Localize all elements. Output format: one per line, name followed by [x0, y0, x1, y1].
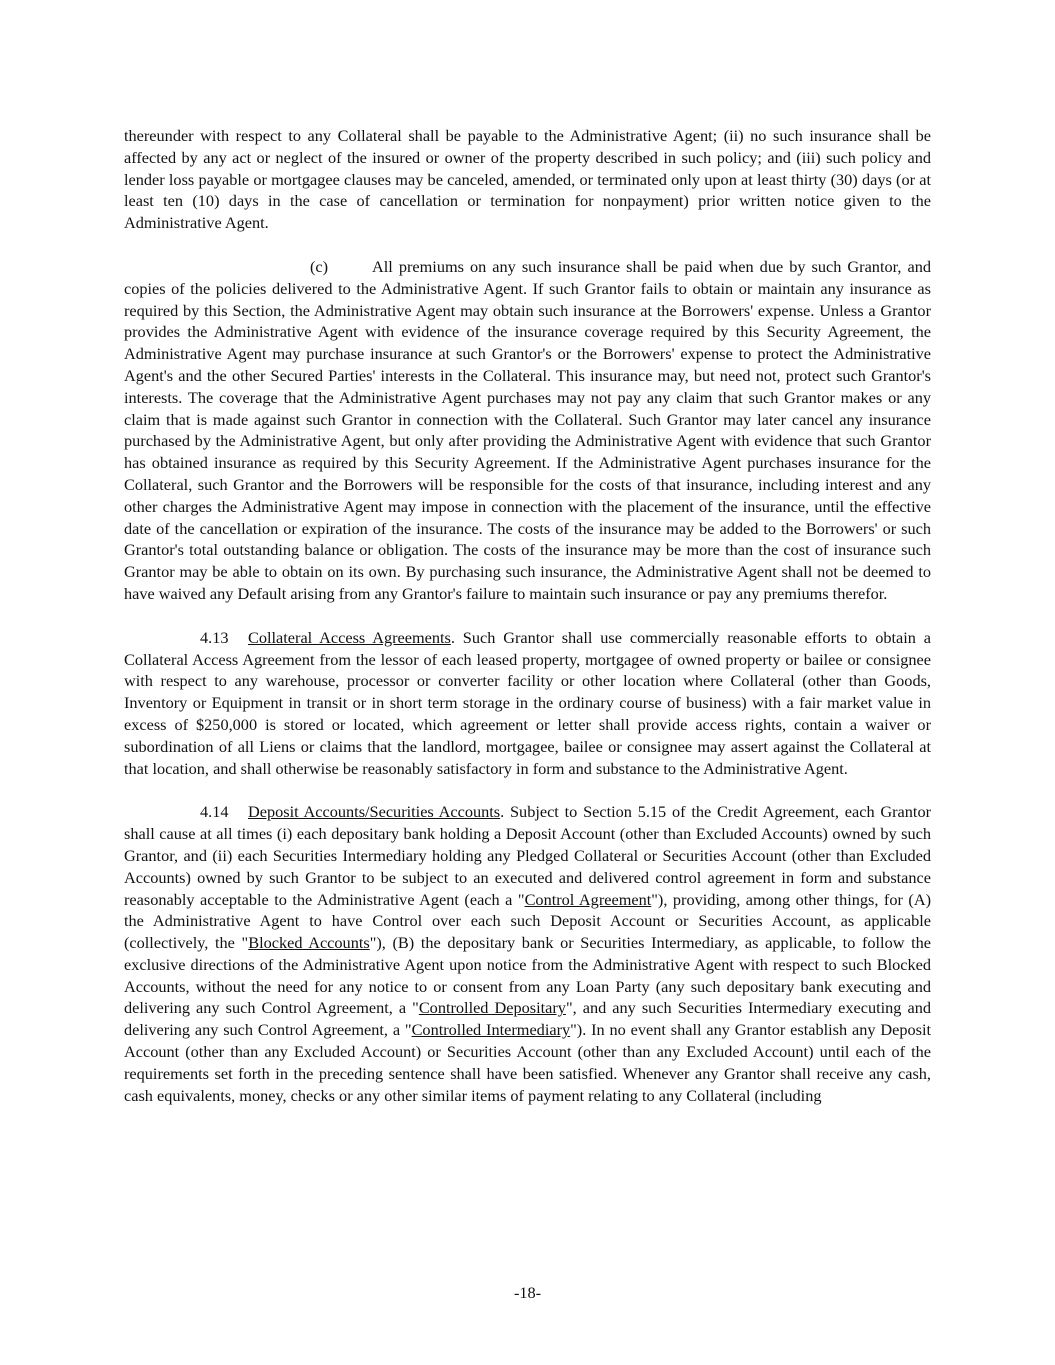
paragraph-gap: [124, 234, 931, 256]
page-number: -18-: [513, 1283, 542, 1302]
paragraph-c-premiums: [124, 256, 931, 605]
paragraph-text: All premiums on any such insurance shall be paid when due by such Grantor, and copies of the policies delivered to the Administrative Agent. If such Grantor fails to obtain or maintain any insurance as required by this Section, the Administrative Agent may obtain such insurance at the Borrowers' expense. Unless a Grantor provides the Administrative Agent with evidence of the insurance coverage required by this Security Agreement, the Administrative Agent may purchase insurance at such Grantor's or the Borrowers' expense to protect the Administrative Agent's and the other Secured Parties' interests in the Collateral. This insurance may, but need not, protect such Grantor's interests. The coverage that the Administrative Agent purchases may not pay any claim that such Grantor makes or any claim that is made against such Grantor in connection with the Collateral. Such Grantor may later cancel any insurance purchased by the Administrative Agent, but only after providing the Administrative Agent with evidence that such Grantor has obtained insurance as required by this Security Agreement. If the Administrative Agent purchases insurance for the Collateral, such Grantor and the Borrowers will be responsible for the costs of that insurance, including interest and any other charges the Administrative Agent may impose in connection with the placement of the insurance, until the effective date of the cancellation or expiration of the insurance. The costs of the insurance may be added to the Borrowers' or such Grantor's total outstanding balance or obligation. The costs of the insurance may be more than the cost of insurance such Grantor may be able to obtain on its own. By purchasing such insurance, the Administrative Agent shall not be deemed to have waived any Default arising from any Grantor's failure to maintain such insurance or pay any premiums therefor.: [124, 256, 931, 603]
section-4-13: [124, 627, 931, 780]
section-number: 4.14: [200, 802, 229, 822]
subsection-label: (c): [310, 256, 329, 276]
paragraph-text: ", and any such Securities Intermediary executing and delivering any such Control Agreement, a ": [124, 998, 931, 1040]
paragraph-gap: [124, 779, 931, 801]
paragraph-text: "). In no event shall any Grantor establish any Deposit Account (other than any Excluded Account) or Securities Account (other than any Excluded Account) until each of the requirements set forth in the preceding sentence shall have been satisfied. Whenever any Grantor shall receive any cash, cash equivalents, money, checks or any other similar items of payment relating to any Collateral (including: [124, 1020, 932, 1105]
defined-term-blocked-accounts: Blocked Accounts: [248, 933, 370, 953]
paragraph-text: . Such Grantor shall use commercially reasonable efforts to obtain a Collateral Access Agreement from the lessor of each leased property, mortgagee of owned property or bailee or consignee with respect to any warehouse, processor or converter facility or other location where Collateral (other than Goods, Inventory or Equipment in transit or in short term storage in the ordinary course of business) with a fair market value in excess of $250,000 is stored or located, which agreement or letter shall provide access rights, contain a waiver or subordination of all Liens or claims that the landlord, mortgagee, bailee or consignee may assert against the Collateral at that location, and shall otherwise be reasonably satisfactory in form and substance to the Administrative Agent.: [124, 627, 931, 778]
section-heading: Collateral Access Agreements: [248, 627, 451, 647]
section-number: 4.13: [200, 627, 229, 647]
paragraph-text: "), (B) the depositary bank or Securities Intermediary, as applicable, to follow the exclusive directions of the Administrative Agent upon notice from the Administrative Agent with respect to such Blocked Accounts, without the need for any notice to or consent from any Loan Party (any such depositary bank executing and delivering any such Control Agreement, a ": [124, 933, 932, 1018]
defined-term-control-agreement: Control Agreement: [524, 889, 652, 909]
section-4-14: [124, 801, 931, 1106]
paragraph-text: thereunder with respect to any Collateral shall be payable to the Administrative Agent; (ii) no such insurance shall be affected by any act or neglect of the insured or owner of the property described in such policy; and (iii) such policy and lender loss payable or mortgagee clauses may be canceled, amended, or terminated only upon at least thirty (30) days (or at least ten (10) days in the case of cancellation or termination for nonpayment) prior written notice given to the Administrative Agent.: [124, 126, 931, 233]
paragraph-text: "), providing, among other things, for (A) the Administrative Agent to have Control over each such Deposit Account or Securities Account, as applicable (collectively, the ": [124, 889, 932, 953]
section-heading: Deposit Accounts/Securities Accounts: [248, 802, 501, 822]
document-page: [124, 125, 931, 1106]
defined-term-controlled-depositary: Controlled Depositary: [418, 998, 566, 1018]
paragraph-text: . Subject to Section 5.15 of the Credit Agreement, each Grantor shall cause at all times (i) each depositary bank holding a Deposit Account (other than Excluded Accounts) owned by such Grantor, and (ii) each Securities Intermediary holding any Pledged Collateral or Securities Account (other than Excluded Accounts) owned by such Grantor to be subject to an executed and delivered control agreement in form and substance reasonably acceptable to the Administrative Agent (each a ": [124, 802, 932, 909]
defined-term-controlled-intermediary: Controlled Intermediary: [411, 1020, 571, 1040]
paragraph-insurance-continuation: [124, 125, 931, 234]
paragraph-gap: [124, 605, 931, 627]
